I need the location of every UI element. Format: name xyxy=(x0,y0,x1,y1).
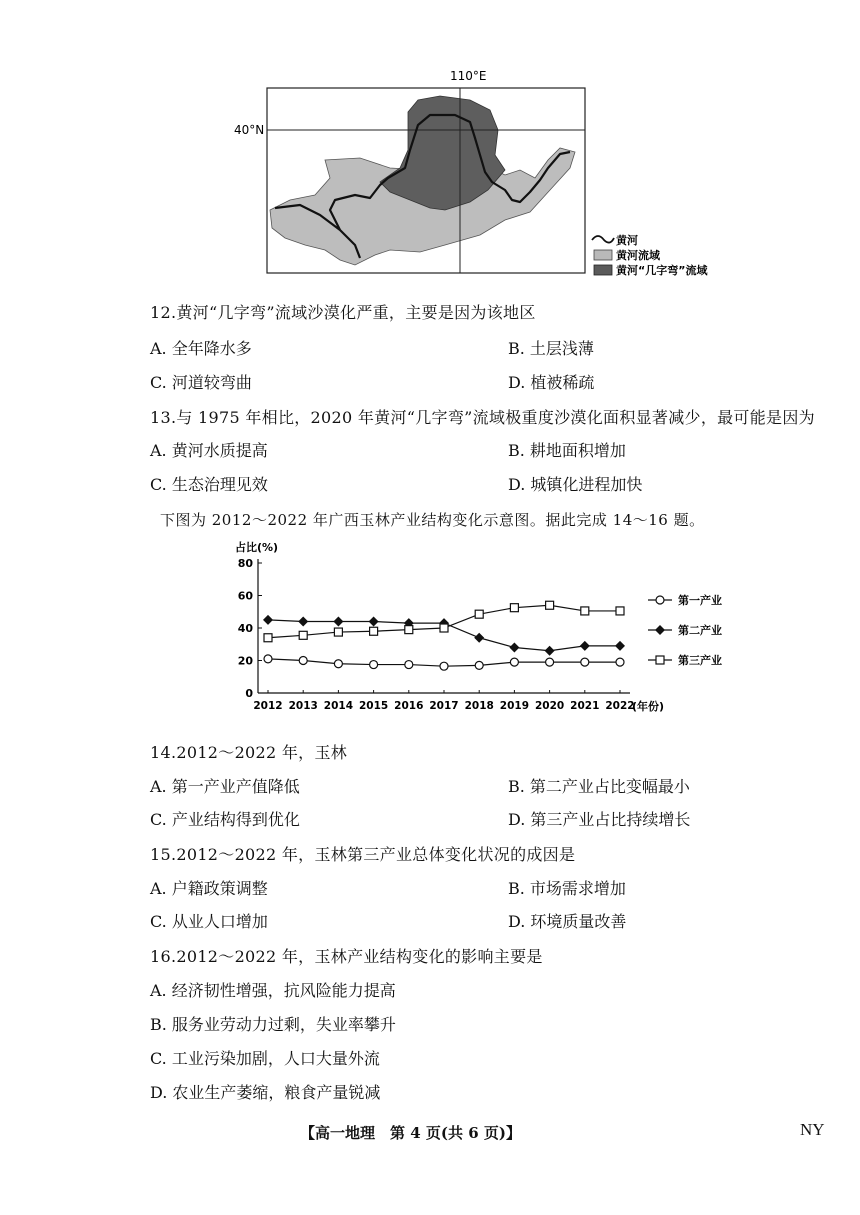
data-point xyxy=(405,661,413,669)
question-number: 14. xyxy=(150,743,177,762)
data-point xyxy=(474,633,484,643)
legend-label-jizi-basin: 黄河“几字弯”流域 xyxy=(616,264,708,277)
x-tick-label: 2021 xyxy=(570,700,600,712)
data-point xyxy=(509,643,519,653)
data-point xyxy=(615,641,625,651)
longitude-label: 110°E xyxy=(450,69,487,83)
x-tick-label: 2016 xyxy=(394,700,424,712)
q13-option-b[interactable]: B. 耕地面积增加 xyxy=(508,441,626,460)
y-tick-label: 60 xyxy=(237,589,253,603)
q14-option-d[interactable]: D. 第三产业占比持续增长 xyxy=(508,810,691,829)
series-2 xyxy=(263,615,625,656)
question-stem: 2012～2022 年，玉林产业结构变化的影响主要是 xyxy=(176,947,543,966)
legend-label-river: 黄河 xyxy=(616,234,638,247)
question-12 xyxy=(150,300,536,323)
data-point xyxy=(581,607,589,615)
legend-marker xyxy=(656,656,664,664)
data-point xyxy=(299,657,307,665)
question-number: 13. xyxy=(150,408,177,427)
q12-option-c[interactable]: C. 河道较弯曲 xyxy=(150,373,252,392)
data-point xyxy=(369,617,379,627)
q12-option-d[interactable]: D. 植被稀疏 xyxy=(508,373,595,392)
legend-label: 第三产业 xyxy=(678,654,722,667)
q15-option-d[interactable]: D. 环境质量改善 xyxy=(508,912,627,931)
q16-option-a[interactable]: A. 经济韧性增强，抗风险能力提高 xyxy=(150,981,396,1000)
data-point xyxy=(370,661,378,669)
question-stem: 与 1975 年相比，2020 年黄河“几字弯”流域极重度沙漠化面积显著减少，最可能是因为 xyxy=(176,408,815,427)
q14-option-b[interactable]: B. 第二产业占比变幅最小 xyxy=(508,777,690,796)
data-point xyxy=(333,617,343,627)
data-point xyxy=(580,641,590,651)
data-point xyxy=(299,631,307,639)
question-stem: 黄河“几字弯”流域沙漠化严重，主要是因为该地区 xyxy=(176,303,536,322)
y-axis-label: 占比(%) xyxy=(235,541,279,554)
question-number: 16. xyxy=(150,947,177,966)
basin-swatch-icon xyxy=(594,250,612,260)
x-tick-label: 2012 xyxy=(253,700,283,712)
series-1 xyxy=(264,655,624,670)
data-point xyxy=(370,627,378,635)
x-tick-label: 2022 xyxy=(605,700,635,712)
question-13 xyxy=(150,405,815,428)
data-point xyxy=(440,662,448,670)
q16-option-c[interactable]: C. 工业污染加剧，人口大量外流 xyxy=(150,1049,380,1068)
question-14 xyxy=(150,740,347,763)
data-point xyxy=(264,634,272,642)
yellow-river-basin-map xyxy=(230,60,730,285)
map-legend xyxy=(592,233,708,277)
legend-entry-1 xyxy=(648,593,722,607)
x-tick-label: 2019 xyxy=(499,700,530,712)
y-tick-label: 80 xyxy=(237,557,253,570)
legend-label: 第一产业 xyxy=(678,594,722,607)
q13-option-d[interactable]: D. 城镇化进程加快 xyxy=(508,475,643,494)
question-stem: 2012～2022 年，玉林 xyxy=(176,743,348,762)
x-tick-label: 2015 xyxy=(358,700,389,712)
legend-label-basin: 黄河流域 xyxy=(616,249,660,262)
data-point xyxy=(510,604,518,612)
question-number: 15. xyxy=(150,845,177,864)
data-point xyxy=(334,660,342,668)
data-point xyxy=(616,658,624,666)
q16-option-d[interactable]: D. 农业生产萎缩，粮食产量锐减 xyxy=(150,1083,381,1102)
x-tick-label: 2020 xyxy=(534,700,565,712)
latitude-label: 40°N xyxy=(234,123,265,137)
legend-marker xyxy=(656,596,664,604)
x-axis-label: (年份) xyxy=(632,700,665,713)
x-tick-label: 2017 xyxy=(429,700,459,712)
q15-option-c[interactable]: C. 从业人口增加 xyxy=(150,912,268,931)
q12-option-a[interactable]: A. 全年降水多 xyxy=(150,339,252,358)
data-point xyxy=(405,626,413,634)
legend-marker xyxy=(655,625,665,635)
data-point xyxy=(263,615,273,625)
question-stem: 2012～2022 年，玉林第三产业总体变化状况的成因是 xyxy=(176,845,576,864)
data-point xyxy=(616,607,624,615)
page-footer: 【高一地理 第 4 页(共 6 页)】 xyxy=(300,1124,521,1142)
legend-label: 第二产业 xyxy=(678,624,722,637)
corner-mark: NY xyxy=(800,1120,825,1139)
question-15 xyxy=(150,842,575,865)
q13-option-a[interactable]: A. 黄河水质提高 xyxy=(150,441,268,460)
data-point xyxy=(546,601,554,609)
q16-option-b[interactable]: B. 服务业劳动力过剩，失业率攀升 xyxy=(150,1015,396,1034)
q12-option-b[interactable]: B. 土层浅薄 xyxy=(508,339,594,358)
y-tick-label: 20 xyxy=(237,654,253,668)
legend-entry-2 xyxy=(648,623,722,637)
q15-option-b[interactable]: B. 市场需求增加 xyxy=(508,879,626,898)
data-point xyxy=(298,617,308,627)
q15-option-a[interactable]: A. 户籍政策调整 xyxy=(150,879,268,898)
legend-entry-3 xyxy=(648,653,722,667)
industry-structure-chart xyxy=(200,535,740,720)
y-tick-label: 40 xyxy=(237,622,253,635)
x-tick-label: 2018 xyxy=(464,700,494,712)
data-point xyxy=(475,661,483,669)
data-point xyxy=(510,658,518,666)
x-tick-label: 2013 xyxy=(288,700,318,712)
chart-intro-text: 下图为 2012～2022 年广西玉林产业结构变化示意图。据此完成 14～16 题。 xyxy=(160,511,705,529)
data-point xyxy=(581,658,589,666)
question-number: 12. xyxy=(150,303,177,322)
q13-option-c[interactable]: C. 生态治理见效 xyxy=(150,475,268,494)
y-tick-label: 0 xyxy=(245,687,253,700)
data-point xyxy=(545,646,555,656)
q14-option-a[interactable]: A. 第一产业产值降低 xyxy=(150,777,300,796)
x-tick-label: 2014 xyxy=(323,700,354,712)
data-point xyxy=(546,658,554,666)
jizi-basin-swatch-icon xyxy=(594,265,612,275)
q14-option-c[interactable]: C. 产业结构得到优化 xyxy=(150,810,300,829)
river-line-icon xyxy=(592,236,614,243)
data-point xyxy=(475,610,483,618)
question-16 xyxy=(150,944,543,967)
data-point xyxy=(440,624,448,632)
data-point xyxy=(264,655,272,663)
data-point xyxy=(334,628,342,636)
